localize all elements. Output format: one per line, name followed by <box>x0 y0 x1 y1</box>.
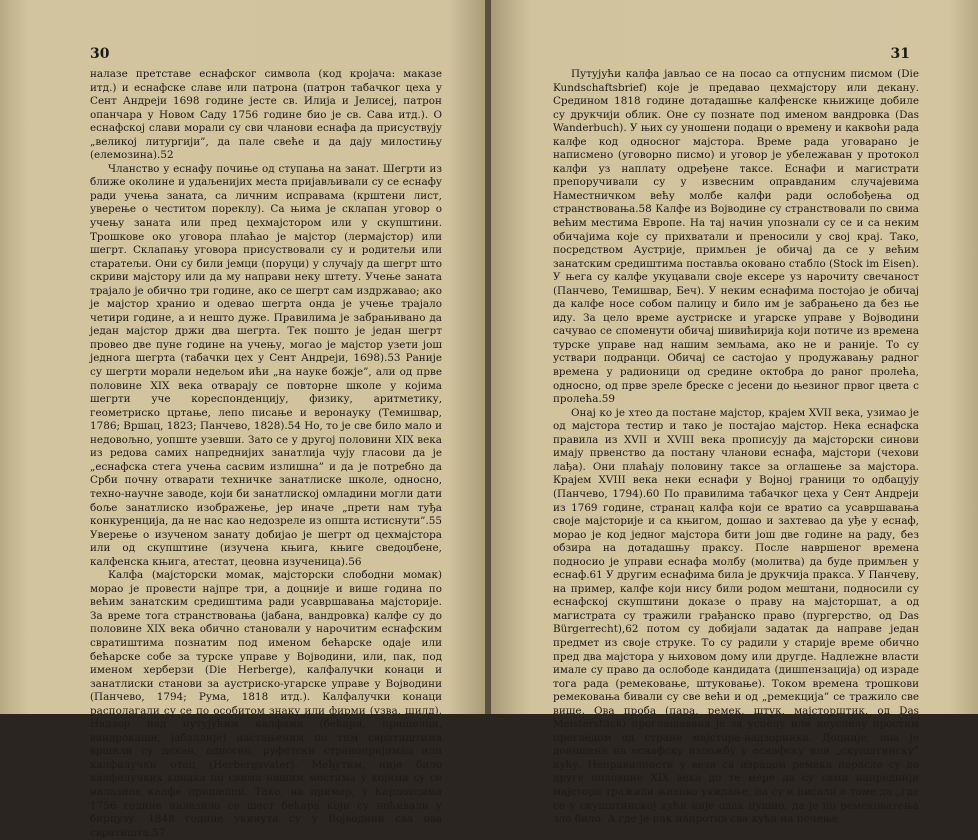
paragraph: Онај ко је хтео да постане мајстор, крајем XVII века, узимао је од мајстора тестир и тако је постајао мајстор. Нека еснафска правила из XVII и XVIII века прописују да мајсторски синови имају првенство да постану чланови еснафа, мајстори (чехови лађа). Они плаћају половину таксе за оглашење за мајстора. Крајем XVIII века неки еснафи у Војној граници то одбацују (Панчево, 1794).60 По правилима табачког цеха у Сент Андреји из 1769 године, странац калфа који се вратио са усавршавања своје мајсторије и са књигом, дошао и захтевао да уђе у еснаф, морао је код једног мајстора бити још две године на раду, без обзира на дотадашњу праксу. После навршеног времена подносио је управи еснафа молбу (молитва) да буде примљен у еснаф.61 У другим еснафима била је друкчија пракса. У Панчеву, на пример, калфе који нису били родом мештани, подносили су еснафској скупштини доказе о праву на мајсторшат, а од магистрата су тражили грађанско право (пургерство, од Das Bürgerrecht),62 потом су добијали задатак да направе један предмет из своје струке. То су радили у старије време обично пред два мајстора у њиховом дому или другде. Надлежне власти имале су право да ослободе кандидата (дишпензација) од израде тога рада (ремековање, штуковање). Током времена трошкови ремековања бивали су све већи и од „ремекција” се тражило све више. Ова проба (пара, ремек, штук, мајсторштик, од Das Meisterstück) проглашавана је за успелу или неуспелу простим прегледом од стране мајстора-надзорника. Доцније, она је доношена на еснафску изложбу у еснафску или „скупштинску” кућу. Неправилности у вези са израдом ремека порасле су до друге половине XIX века до те мере да су сами напреднији мајстори тражили њихово укидање, па су и писали о томе да „где се у скупштинској кући није одак пушио, да је по ремековатења зло било. А где је пак напротив сва кућа на печење <box>553 406 919 826</box>
left-page <box>0 0 487 839</box>
page-number: 30 <box>90 46 110 62</box>
paragraph: Чланство у еснафу почиње од ступања на занат. Шегрти из ближе околине и удаљенијих места пријављивали су се еснафу ради учења заната, са личним исправама (крштени лист, уверење о честитом пореклу). Са њима је склапан уговор о учењу заната или пред цехмајстором или у скупштини. Трошкове око уговора плаћао је мајстор (лермајстор) или шегрт. Склапању уговора присуствовали су и родитељи или старатељи. Они су били јемци (поруци) у случају да шегрт што скриви мајстору или да му направи неку штету. Учење заната трајало је обично три године, ако се шегрт сам издржавао; ако је мајстор хранио и одевао шегрта онда је учење трајало четири године, а и нешто дуже. Правилима је забрањивано да један мајстор држи два шегрта. Тек пошто је један шегрт провео две пуне године на учењу, могао је мајстор узети још једнога шегрта (табачки цех у Сент Андреји, 1698).53 Раније су шегрти морали недељом ићи „на науке божје”, али од прве половине XIX века отварају се повторне школе у којима шегрти уче кореспонденцију, физику, аритметику, геометриско цртање, лепо писање и веронауку (Темишвар, 1786; Вршац, 1823; Панчево, 1828).54 Но, то је све било мало и недовољно, уопште узевши. Зато се у другој половини XIX века из редова самих напреднијих занатлија чују гласови да је „еснафска стега учења сасвим излишна” и да је потребно да Срби почну отварати техничке занатлиске школе, односно, техно-научне заводе, који би занатлиској омладини могли дати боље занатлиско изображење, јер иначе „прети нам туђа конкуренција, да не нас као недозреле из општа истиснути”.55 Уверење о изученом занату добијао је шегрт од цехмајстора или од скупштине (изучена књига, књиге сведоџбене, калфенска књига, атестат, цеовна изученица).56 <box>90 162 442 568</box>
page-body <box>553 68 919 827</box>
page-body <box>90 68 442 840</box>
right-page <box>491 0 978 826</box>
paragraph: Калфа (мајсторски момак, мајсторски слободни момак) морао је провести најпре три, а доцније и више година по већим занатским средиштима ради усавршавања мајсторије. За време тога странствовања (јабана, вандровка) калфе су до половине XIX века обично становали у нарочитим еснафским свратиштима познатим под именом бећарске одаје или бећарске собе за турске управе у Војводини, или, пак, под именом херберзи (Die Herberge), калфалучки конаци и занатлиски станови за аустриско-угарске управе у Војводини (Панчево, 1794; Рума, 1818 итд.). Калфалучки конаци располагали су се по особитом знаку или фирми (узва, шилд). Надзор над путујућим калфама (бећари, пришелци, вандрокаши, јабаллије) настањеним по тим свратиштима вршили су декан, односно, руфетски странопријимац или калфалучки отац (Herbergsvater). Међутим, није било калфалучких конака по свима нашим местима у којима су се налазиле калфе пришелци. Тако, на пример, у Карловцима 1756 године налазило се шест бећара који су ноћивали у бирцузу. 1848 године укинута су у Војводини сва ова свратишта.57 <box>90 569 442 839</box>
paragraph: налазе претставе еснафског символа (код кројача: маказе итд.) и еснафске славе или патрона (патрон табачког цеха у Сент Андреји 1698 године јесте св. Илија и Јелисеј, патрон опанчара у Новом Саду 1756 године био је св. Сава итд.). О еснафској слави морали су сви чланови еснафа да присуствују „великој литургији”, да пале свеће и да дају милостињу (елемозина).52 <box>90 68 442 162</box>
page-number: 31 <box>890 46 910 62</box>
paragraph: Путујући калфа јављао се на посао са отпусним писмом (Die Kundschaftsbrief) које је предавао цехмајстору или декану. Срединoм 1818 године дотадашње калфенске књижице добиле су друкчији облик. Оне су познате под именом вандровка (Das Wanderbuch). У њих су уношени подаци о времену и каквоћи рада калфе код односног мајстора. Време рада уговарано је написмено (уговорно писмо) и уговор је убележаван у протокол калфи уз наплату одређене таксе. Еснафи и магистрати препоручивали су у извесним оправданим случајевима Наместничком већу молбе калфи ради ослобођења од странствовања.58 Калфе из Војводине су странствовали по свима већим местима Европе. На тај начин упознали су се и са неким обичајима које су прихватали и преносили у свој крај. Тако, посредством Аустрије, примљен је обичај да се у већим занатским средиштима поставља оковано стабло (Stock im Eisen). У њега су калфе укуцавали своје ексере уз нарочиту свечаност (Панчево, Темишвар, Беч). У неким еснафима постојао је обичај да калфе носе собом палицу и било им је забрањено да без ње иду. За цело време аустриске и угарске управе у Војводини сачувао се споменути обичај шивићирија који потиче из времена турске управе над нашим земљама, ако не и раније. То су уствари подранци. Обичај се састојао у продужавању радног времена у радионици од средине октобра до раног пролећа, односно, од прве зреле бреске с јесени до њезиног првог цвета с пролећа.59 <box>553 68 919 406</box>
